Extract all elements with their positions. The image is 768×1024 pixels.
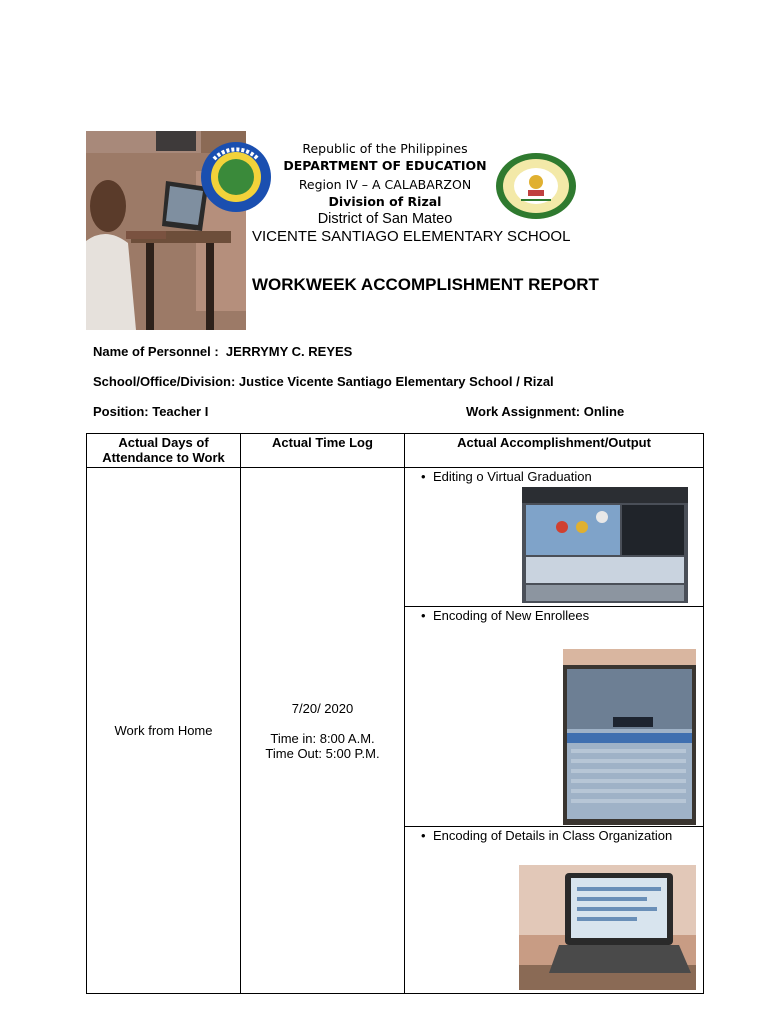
accomplishment-item: • Encoding of New Enrollees <box>405 607 703 624</box>
position: Position: Teacher I <box>93 404 209 419</box>
header-days: Actual Days of Attendance to Work <box>87 434 241 468</box>
district-line: District of San Mateo <box>317 211 453 227</box>
time-log-cell <box>241 468 405 994</box>
day-text: Work from Home <box>114 723 213 738</box>
school-name-line: VICENTE SANTIAGO ELEMENTARY SCHOOL <box>252 228 571 245</box>
work-assignment: Work Assignment: Online <box>466 404 625 419</box>
class-organization-photo <box>519 865 696 990</box>
school-office-division: School/Office/Division: Justice Vicente Santiago Elementary School / Rizal <box>93 374 554 389</box>
header-accomplishment: Actual Accomplishment/Output <box>405 434 704 468</box>
department-line: DEPARTMENT OF EDUCATION <box>283 158 487 173</box>
accomplishment-item: • Encoding of Details in Class Organization <box>405 827 703 844</box>
header-time-log: Actual Time Log <box>241 434 405 468</box>
virtual-graduation-photo <box>522 487 688 603</box>
day-cell <box>87 468 241 994</box>
time-in-text: Time in: 8:00 A.M. <box>270 730 375 746</box>
division-line: Division of Rizal <box>328 194 442 209</box>
region-line: Region IV – A CALABARZON <box>298 177 472 192</box>
republic-line: Republic of the Philippines <box>302 141 468 156</box>
time-out-text: Time Out: 5:00 P.M. <box>265 745 380 761</box>
enrollees-photo <box>563 649 696 825</box>
date-text: 7/20/ 2020 <box>291 700 354 716</box>
name-of-personnel: Name of Personnel : JERRYMY C. REYES <box>93 344 353 359</box>
report-title: WORKWEEK ACCOMPLISHMENT REPORT <box>252 275 599 294</box>
accomplishment-item: • Editing o Virtual Graduation <box>405 468 703 485</box>
